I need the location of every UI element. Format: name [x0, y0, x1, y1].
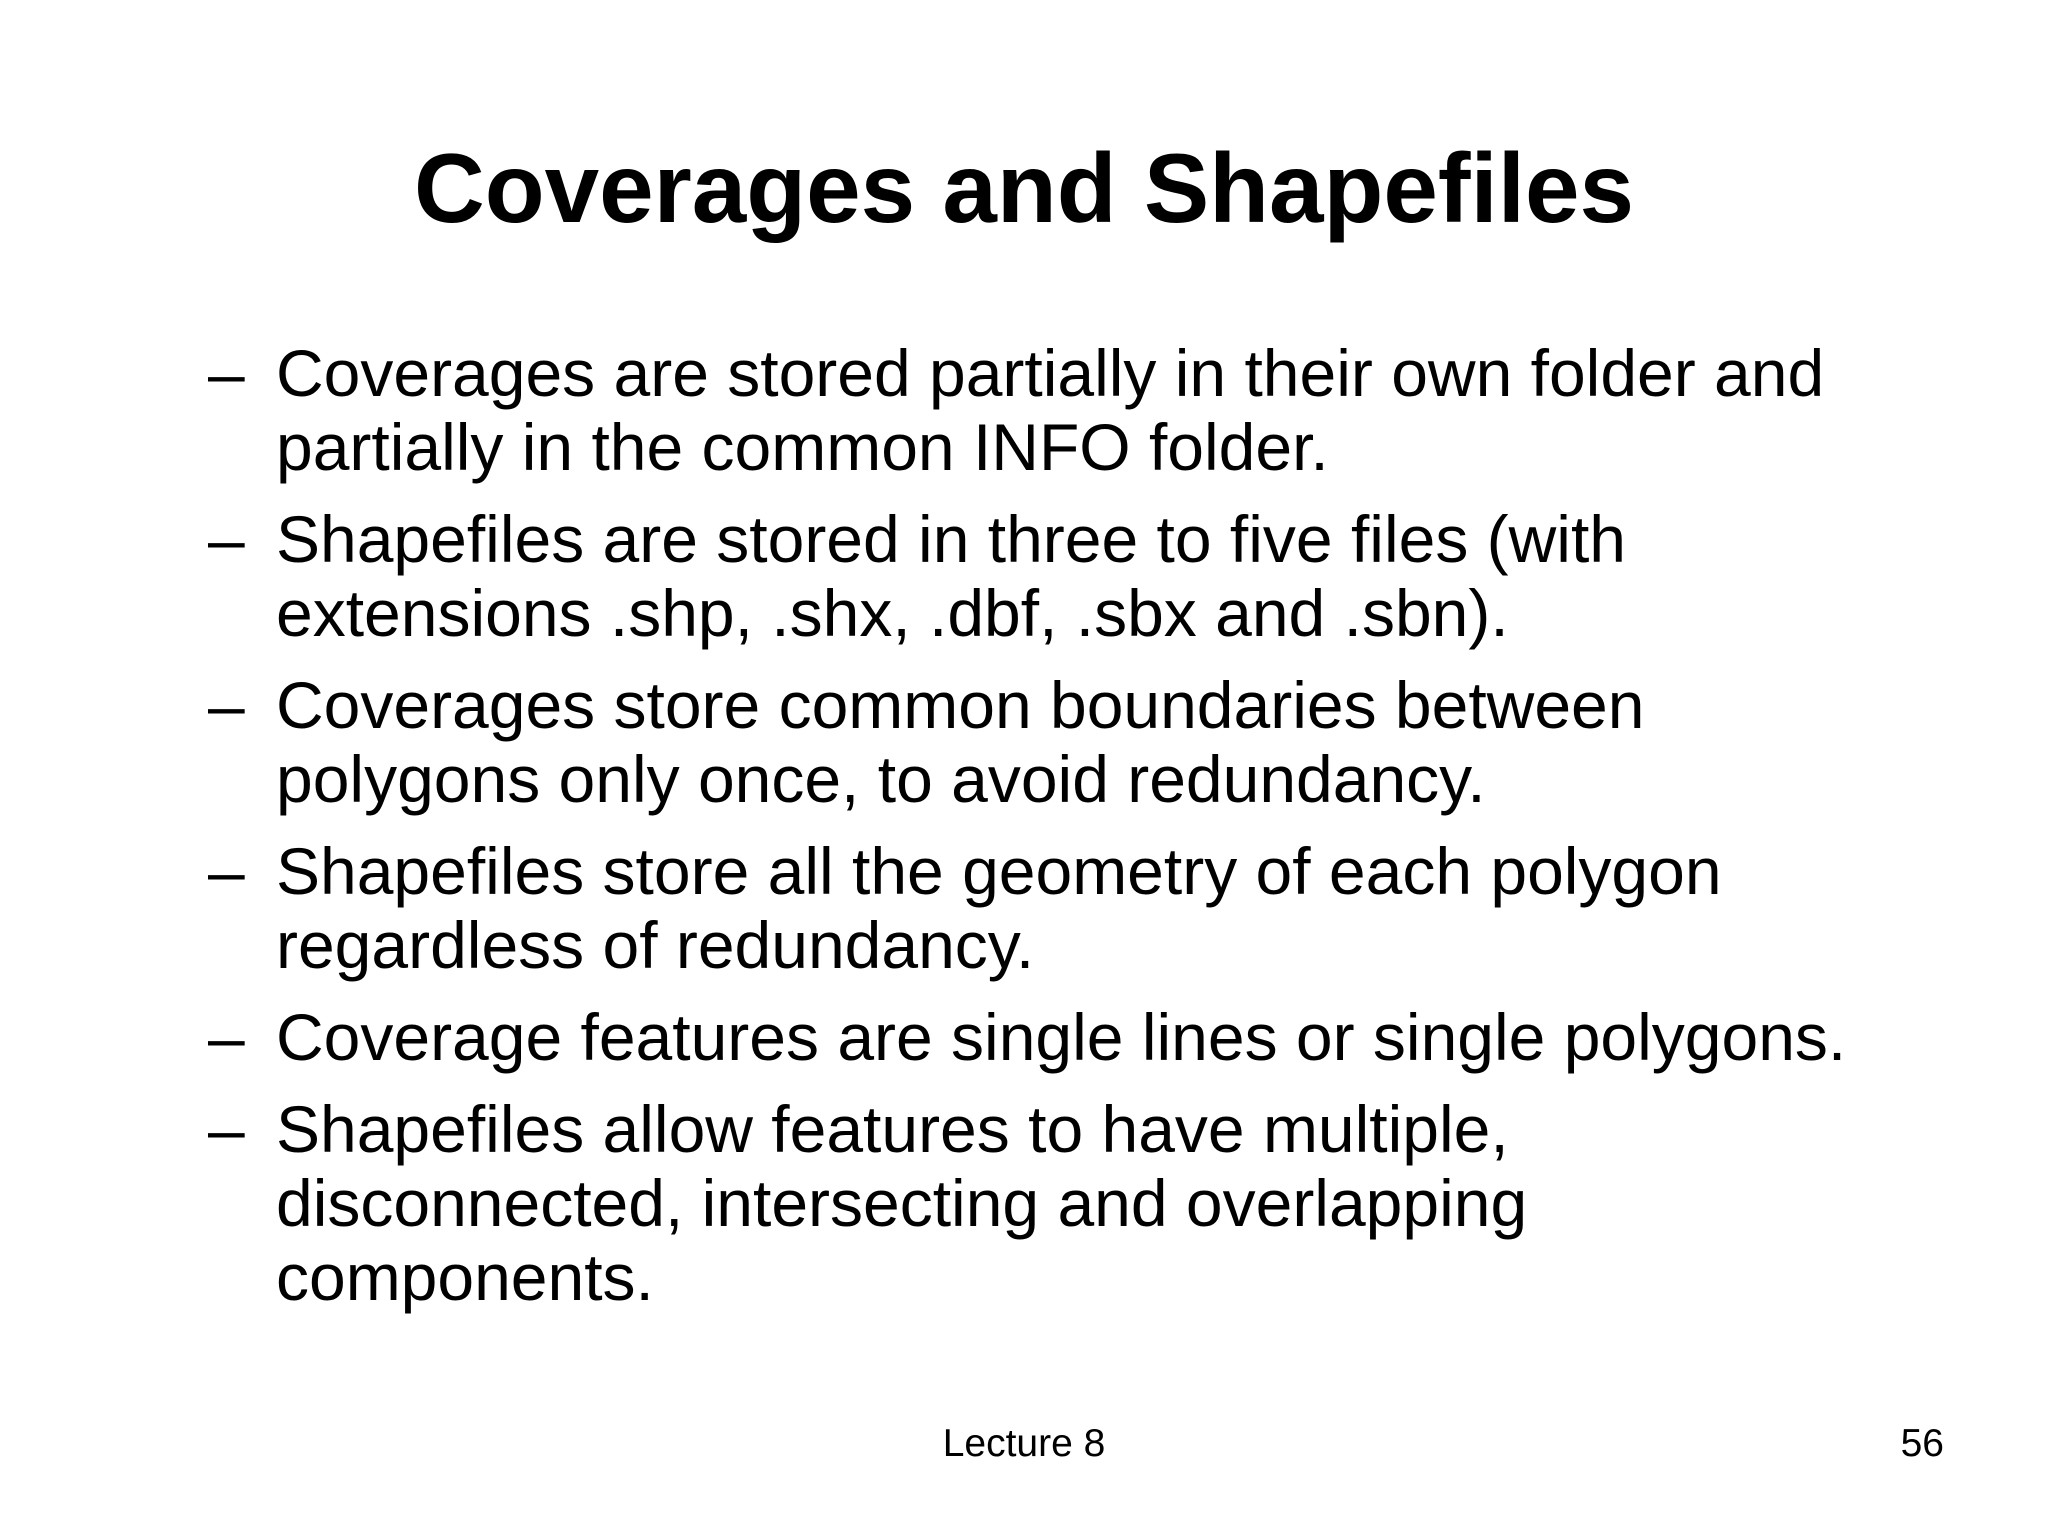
bullet-list [208, 336, 1948, 1332]
bullet-dash: – [208, 1092, 245, 1166]
bullet-dash: – [208, 668, 245, 742]
bullet-dash: – [208, 834, 245, 908]
bullet-text: Coverages store common boundaries between polygons only once, to avoid redundancy. [276, 668, 1645, 816]
footer-lecture-label: Lecture 8 [942, 1422, 1106, 1465]
bullet-text: Coverages are stored partially in their own folder and partially in the common INFO folder. [276, 336, 1825, 484]
bullet-text: Shapefiles allow features to have multiple, disconnected, intersecting and overlapping components. [276, 1092, 1528, 1314]
bullet-item [208, 668, 1948, 816]
bullet-dash: – [208, 336, 245, 410]
bullet-item [208, 502, 1948, 650]
bullet-item [208, 336, 1948, 484]
bullet-item [208, 1000, 1948, 1074]
bullet-dash: – [208, 1000, 245, 1074]
slide-title: Coverages and Shapefiles [413, 133, 1635, 243]
bullet-dash: – [208, 502, 245, 576]
bullet-text: Shapefiles store all the geometry of each polygon regardless of redundancy. [276, 834, 1722, 982]
bullet-item [208, 1092, 1948, 1314]
bullet-item [208, 834, 1948, 982]
bullet-text: Coverage features are single lines or single polygons. [276, 1000, 1847, 1074]
slide-page-number: 56 [1900, 1422, 1944, 1465]
bullet-text: Shapefiles are stored in three to five files (with extensions .shp, .shx, .dbf, .sbx and .sbn). [276, 502, 1627, 650]
